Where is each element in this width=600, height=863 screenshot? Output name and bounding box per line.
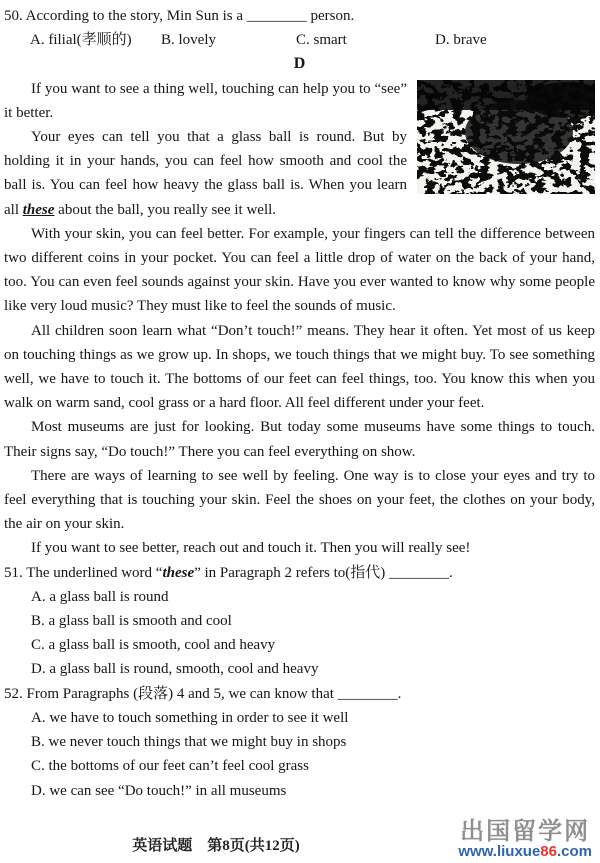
watermark-url-pre: www.liuxue <box>458 843 541 861</box>
option-52-d: D. we can see “Do touch!” in all museums <box>31 782 287 799</box>
passage-paragraph-5: Most museums are just for looking. But today some museums have some things to touch. Their signs say, “Do touch!” There you can feel everything on show. <box>4 419 595 460</box>
paragraph-2-text-after: about the ball, you really see it well. <box>54 201 277 218</box>
option-51-a: A. a glass ball is round <box>31 588 169 605</box>
paragraph-2-text-before: Your eyes can tell you that a glass ball is round. But by holding it in your hands, you can feel how smooth and cool the ball is. You can feel how heavy the glass ball is. When you learn all <box>4 129 407 218</box>
option-51-c: C. a glass ball is smooth, cool and heavy <box>31 637 276 654</box>
watermark-url-number: 86 <box>540 843 557 861</box>
reading-passage <box>4 77 595 561</box>
option-50-b: B. lovely <box>161 32 216 49</box>
question-50-options <box>4 28 595 52</box>
question-51 <box>4 561 595 682</box>
page-footer: 英语试题 第8页(共12页) <box>132 838 300 854</box>
option-52-b: B. we never touch things that we might buy in shops <box>31 734 347 751</box>
question-50-stem: 50. According to the story, Min Sun is a ________ person. <box>4 8 355 24</box>
question-51-stem-post: ” in Paragraph 2 refers to(指代) ________. <box>194 564 453 581</box>
option-51-d: D. a glass ball is round, smooth, cool and heavy <box>31 661 319 678</box>
passage-paragraph-7: If you want to see better, reach out and touch it. Then you will really see! <box>31 540 471 557</box>
passage-paragraph-3: With your skin, you can feel better. For example, your fingers can tell the difference between two different coins in your pocket. You can feel a little drop of water on the back of your hand, too. You can even feel sounds against your skin. Have you ever wanted to know why some people like very loud music? They must like to feel the sounds of music. <box>4 225 595 315</box>
passage-paragraph-6: There are ways of learning to see well by feeling. One way is to close your eyes and try to feel everything that is touching your skin. Feel the shoes on your feet, the clothes on your body, the air on your skin. <box>4 467 595 533</box>
question-52 <box>4 682 595 803</box>
passage-paragraph-1: If you want to see a thing well, touching can help you to “see” it better. <box>4 80 407 121</box>
option-52-a: A. we have to touch something in order to see it well <box>31 709 349 726</box>
watermark-site-name: 出国留学网 <box>460 818 591 846</box>
option-51-b: B. a glass ball is smooth and cool <box>31 613 232 630</box>
section-heading-d: D <box>293 55 306 73</box>
watermark <box>458 819 592 860</box>
option-50-d: D. brave <box>435 32 487 49</box>
question-51-stem-pre: 51. The underlined word “ <box>4 564 163 581</box>
passage-photo <box>417 80 595 194</box>
question-51-stem <box>4 561 595 585</box>
underlined-word-these: these <box>22 201 55 218</box>
passage-paragraph-4: All children soon learn what “Don’t touch!” means. They hear it often. Yet most of us keep on touching things as we grow up. In shops, we touch things that we might buy. To see something well, we have to touch it. The bottoms of our feet can feel things, too. You know this when you walk on warm sand, cool grass or a hard floor. All feel different under your feet. <box>4 322 595 412</box>
question-50 <box>4 4 595 52</box>
option-50-a: A. filial(孝顺的) <box>30 32 132 49</box>
option-50-c: C. smart <box>296 32 347 49</box>
watermark-url-post: .com <box>556 843 592 861</box>
option-52-c: C. the bottoms of our feet can’t feel cool grass <box>31 758 309 775</box>
question-52-stem: 52. From Paragraphs (段落) 4 and 5, we can know that ________. <box>4 685 402 702</box>
watermark-url <box>458 844 592 860</box>
question-51-word-these: these <box>162 564 195 581</box>
